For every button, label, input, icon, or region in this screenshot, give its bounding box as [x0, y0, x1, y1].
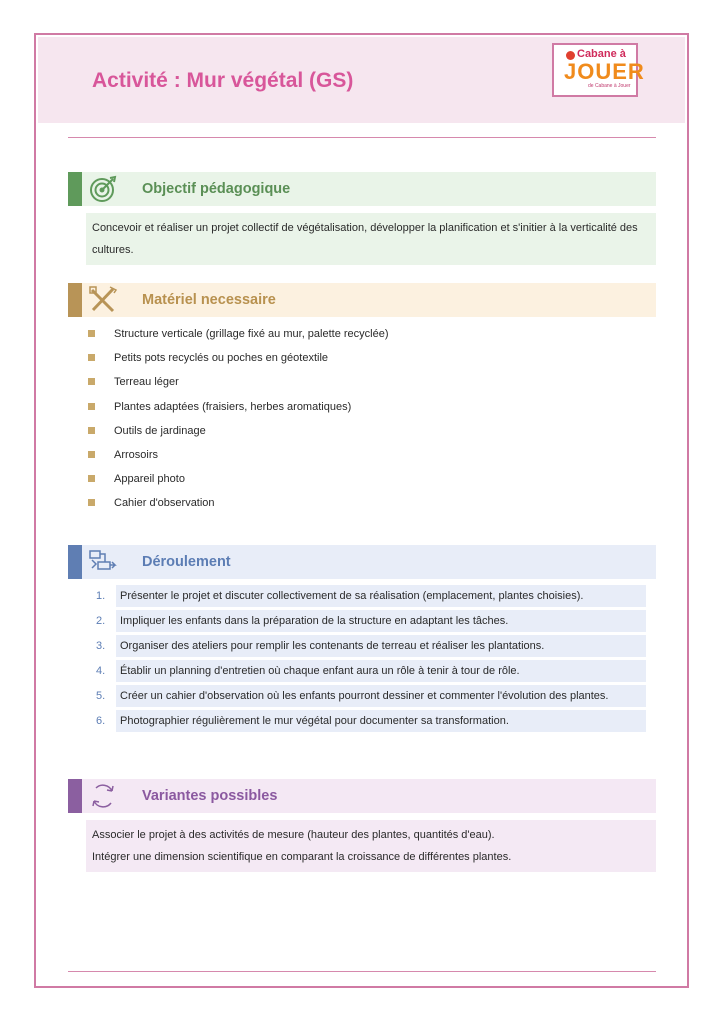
- logo-top-text: Cabane à: [577, 48, 626, 60]
- list-item: [88, 370, 389, 394]
- step-item: [96, 685, 646, 707]
- brand-logo: [552, 43, 645, 97]
- step-text: Impliquer les enfants dans la préparation de la structure en adaptant les tâches.: [116, 610, 646, 632]
- step-text: Photographier régulièrement le mur végétal pour documenter sa transformation.: [116, 710, 646, 732]
- steps-icon: [88, 548, 118, 576]
- step-text: Établir un planning d'entretien où chaque enfant aura un rôle à tenir à tour de rôle.: [116, 660, 646, 682]
- bullet-square-icon: [88, 499, 95, 506]
- step-number: 4.: [96, 665, 106, 677]
- step-number: 6.: [96, 715, 106, 727]
- target-icon: [88, 175, 118, 203]
- variantes-text-box: [86, 820, 656, 872]
- step-item: [96, 635, 646, 657]
- deroulement-steps: [96, 585, 646, 735]
- list-item: [88, 491, 389, 515]
- objectif-text: Concevoir et réaliser un projet collectif de végétalisation, développer la planification et s'initier à la verticalité des cultures.: [92, 222, 638, 256]
- section-variantes-title: Variantes possibles: [142, 788, 278, 804]
- list-item: [88, 395, 389, 419]
- step-text: Organiser des ateliers pour remplir les contenants de terreau et réaliser les plantations.: [116, 635, 646, 657]
- step-number: 2.: [96, 615, 106, 627]
- list-item: [88, 346, 389, 370]
- bullet-square-icon: [88, 451, 95, 458]
- section-objectif-title: Objectif pédagogique: [142, 181, 291, 197]
- step-item: [96, 710, 646, 732]
- section-deroulement-header: [68, 545, 656, 579]
- list-item-text: Cahier d'observation: [114, 497, 215, 510]
- section-variantes-header: [68, 779, 656, 813]
- step-item: [96, 610, 646, 632]
- top-divider: [68, 137, 656, 138]
- step-item: [96, 660, 646, 682]
- section-deroulement-title: Déroulement: [142, 554, 231, 570]
- objectif-text-box: [86, 213, 656, 265]
- step-text: Présenter le projet et discuter collectivement de sa réalisation (emplacement, plantes choisies).: [116, 585, 646, 607]
- variantes-line: Intégrer une dimension scientifique en comparant la croissance de différentes plantes.: [92, 851, 512, 863]
- bullet-square-icon: [88, 378, 95, 385]
- step-number: 1.: [96, 590, 106, 602]
- page-title: Activité : Mur végétal (GS): [92, 69, 354, 92]
- list-item-text: Terreau léger: [114, 376, 179, 389]
- step-number: 3.: [96, 640, 106, 652]
- variantes-line: Associer le projet à des activités de mesure (hauteur des plantes, quantités d'eau).: [92, 829, 495, 841]
- logo-sub-text: de Cabane à Jouer: [588, 83, 631, 89]
- bullet-square-icon: [88, 403, 95, 410]
- list-item: [88, 419, 389, 443]
- materiel-list: [88, 322, 389, 516]
- list-item-text: Outils de jardinage: [114, 424, 206, 437]
- bullet-square-icon: [88, 427, 95, 434]
- page-header: [38, 37, 685, 123]
- section-materiel-title: Matériel necessaire: [142, 292, 276, 308]
- list-item: [88, 443, 389, 467]
- section-materiel-header: [68, 283, 656, 317]
- list-item-text: Petits pots recyclés ou poches en géotextile: [114, 352, 329, 365]
- step-number: 5.: [96, 690, 106, 702]
- cycle-icon: [88, 782, 118, 810]
- bottom-divider: [68, 971, 656, 972]
- section-objectif-header: [68, 172, 656, 206]
- list-item-text: Plantes adaptées (fraisiers, herbes aromatiques): [114, 400, 352, 413]
- step-text: Créer un cahier d'observation où les enfants pourront dessiner et commenter l'évolution des plantes.: [116, 685, 646, 707]
- list-item: [88, 467, 389, 491]
- bullet-square-icon: [88, 475, 95, 482]
- list-item-text: Structure verticale (grillage fixé au mur, palette recyclée): [114, 328, 389, 340]
- list-item-text: Arrosoirs: [114, 448, 159, 461]
- list-item-text: Appareil photo: [114, 473, 185, 486]
- tools-icon: [88, 286, 118, 314]
- bullet-square-icon: [88, 354, 95, 361]
- bullet-square-icon: [88, 330, 95, 337]
- step-item: [96, 585, 646, 607]
- list-item: [88, 322, 389, 346]
- logo-main-text: JOUER: [564, 59, 645, 84]
